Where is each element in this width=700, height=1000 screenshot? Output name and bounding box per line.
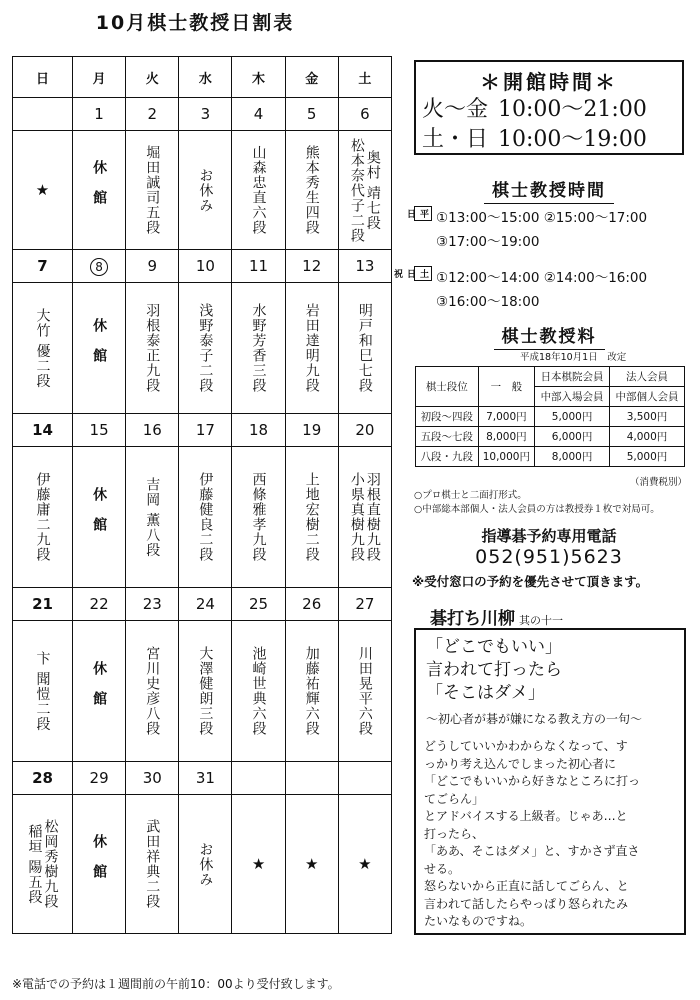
date-cell: 6 [338,98,391,131]
senryu-box [414,628,686,935]
teacher-name: 熊本秀生四段 [303,145,320,235]
weekday-header: 金 [285,57,338,98]
teacher-name: 羽根泰正九段 [144,303,161,393]
schedule-cell [179,621,232,762]
schedule-cell [13,621,73,762]
senryu-body-line: 打ったら、 [424,826,485,841]
teacher-name: 加藤祐輝六段 [303,646,320,736]
schedule-cell [126,131,179,250]
fees-revised-date: 平成18年10月1日 改定 [520,352,627,363]
schedule-cell [338,795,391,934]
date-cell: 1 [73,98,126,131]
date-cell: 17 [179,414,232,447]
teacher-name: 大澤健朗三段 [197,646,214,736]
senryu-body-line: とアドバイスする上級者。じゃあ…と [424,809,628,823]
date-cell: 28 [13,762,73,795]
weekday-header: 月 [73,57,126,98]
senryu-subtitle: ～初心者が碁が嫌になる教え方の一句～ [426,712,643,726]
phone-label: 指導碁予約専用電話 [481,527,617,545]
date-cell [285,762,338,795]
schedule-cell [179,283,232,414]
star-icon: ★ [304,855,319,873]
teacher-name: 稲垣 陽五段 [26,823,43,905]
teacher-name: 川田晃平六段 [356,646,373,736]
closed-label: 休館 [91,834,108,894]
weekday-header: 土 [338,57,391,98]
calendar-footnote: ※電話での予約は１週間前の午前10：00より受付致します。 [12,977,340,991]
schedule-cell [338,283,391,414]
date-cell: 26 [285,588,338,621]
teacher-name: 堀田誠司五段 [144,145,161,235]
date-cell: 7 [13,250,73,283]
senryu-body-line: 「ああ、そこはダメ」と、すかさず直さ [424,844,640,858]
hours-row-weekday: 火～金 10:00～21:00 [422,97,647,122]
fee-note: ○中部総本部個人・法人会員の方は教授券１枚で対局可。 [414,504,660,515]
teacher-name: 宮川史彦八段 [144,646,161,736]
date-cell: 23 [126,588,179,621]
fee-row: 八段・九段 10,000円 8,000円 5,000円 [416,447,685,467]
teacher-name: 羽根直樹九段 [364,472,381,562]
schedule-cell [338,447,391,588]
schedule-cell [13,131,73,250]
fee-row: 五段～七段 8,000円 6,000円 4,000円 [416,427,685,447]
teacher-name: 浅野泰子二段 [197,303,214,393]
schedule-cell [285,283,338,414]
date-cell: 4 [232,98,285,131]
date-cell: 5 [285,98,338,131]
senryu-poem: 「どこでもいい」 言われて打ったら 「そこはダメ」 [426,637,562,703]
hours-row-weekend: 土・日 10:00～19:00 [422,127,647,152]
date-cell: 12 [285,250,338,283]
date-cell: 3 [179,98,232,131]
schedule-cell [73,447,126,588]
senryu-body-line: せる。 [424,861,461,876]
teacher-name: お休み [197,167,214,213]
date-cell: 29 [73,762,126,795]
closed-label: 休館 [91,318,108,378]
teacher-name: 大竹 優二段 [34,307,51,389]
schedule-cell [232,283,285,414]
date-cell: 27 [338,588,391,621]
opening-hours-title: ＊開館時間＊ [480,70,618,94]
senryu-title: 碁打ち川柳 其の十一 [430,609,563,629]
senryu-body-line: たいなものですね。 [424,914,533,928]
fees-title: 棋士教授料 [414,322,684,347]
weekday-tag: 平日 [414,206,432,221]
schedule-cell [126,795,179,934]
teacher-name: 武田祥典二段 [144,819,161,909]
teacher-name: 松本奈代子二段 [348,137,365,243]
teacher-name: 明戸和巳七段 [356,303,373,393]
date-cell: 2 [126,98,179,131]
schedule-cell [232,131,285,250]
teacher-name: 水野芳香三段 [250,303,267,393]
page-title: 10月棋士教授日割表 [95,12,295,34]
date-cell: 30 [126,762,179,795]
date-cell: 9 [126,250,179,283]
schedule-cell [126,447,179,588]
date-cell: 8 [73,250,126,283]
date-cell: 10 [179,250,232,283]
senryu-body-line: 言われて話したらやっぱり怒られたみ [424,896,629,911]
date-cell: 21 [13,588,73,621]
tax-note: （消費税別） [630,477,688,488]
date-cell: 11 [232,250,285,283]
teacher-name: お休み [197,841,214,887]
teacher-name: 小県真樹九段 [348,472,365,562]
star-icon: ★ [35,181,50,199]
teacher-name: 岩田達明九段 [303,303,320,393]
weekday-header: 日 [13,57,73,98]
teacher-name: 池崎世典六段 [250,646,267,736]
fee-note: ○プロ棋士と二面打形式。 [414,490,527,501]
date-cell: 15 [73,414,126,447]
schedule-cell [338,621,391,762]
schedule-cell [232,795,285,934]
date-cell [13,98,73,131]
weekend-tag: 土日祝 [414,266,432,281]
senryu-body-line: っかり考え込んでしまった初心者に [424,756,617,771]
teacher-name: 奥村 靖七段 [364,149,381,231]
closed-label: 休館 [91,661,108,721]
senryu-body-line: 怒らないから正直に話してごらん、と [424,879,629,893]
schedule-cell [232,447,285,588]
phone-note: ※受付窓口の予約を優先させて頂きます。 [412,574,649,589]
schedule-cell [285,795,338,934]
date-cell: 25 [232,588,285,621]
schedule-cell [73,283,126,414]
date-cell: 18 [232,414,285,447]
phone-number[interactable]: 052(951)5623 [475,546,623,568]
schedule-cell [179,447,232,588]
star-icon: ★ [358,855,372,873]
date-cell: 20 [338,414,391,447]
date-cell: 24 [179,588,232,621]
schedule-cell [179,131,232,250]
date-cell [338,762,391,795]
closed-label: 休館 [91,160,108,220]
date-cell [232,762,285,795]
senryu-body-line: 「どこでもいいから好きなところに打っ [424,774,641,788]
weekday-header: 木 [232,57,285,98]
fee-row: 初段～四段 7,000円 5,000円 3,500円 [416,407,685,427]
date-cell: 31 [179,762,232,795]
schedule-cell [232,621,285,762]
star-icon: ★ [251,855,266,873]
schedule-cell [126,621,179,762]
schedule-cell [73,795,126,934]
schedule-cell [338,131,391,250]
date-cell: 19 [285,414,338,447]
opening-hours-box [414,60,684,155]
date-cell: 22 [73,588,126,621]
schedule-cell [73,621,126,762]
senryu-body [424,738,682,931]
lesson-times-title: 棋士教授時間 [414,176,684,201]
teacher-name: 伊藤庸二九段 [34,472,51,562]
teacher-name: 卞 聞愷二段 [34,650,51,732]
fee-table: 棋士段位 一 般 日本棋院会員 法人会員 中部入場会員 中部個人会員 初段～四段 7,000円 5,000円 3,500円 五段～七段 8,000円 6,000円 4,000円 八段・九段 10,000円 8,000円 5,000円 [415,366,685,467]
teacher-name: 上地宏樹二段 [303,472,320,562]
date-cell: 14 [13,414,73,447]
teacher-name: 吉岡 薫八段 [144,476,161,558]
teacher-name: 松岡秀樹九段 [42,819,59,909]
teacher-name: 山森忠直六段 [250,145,267,235]
closed-label: 休館 [91,487,108,547]
schedule-cell [13,447,73,588]
date-cell: 13 [338,250,391,283]
senryu-body-line: どうしていいかわからなくなって、す [424,739,628,753]
date-cell: 16 [126,414,179,447]
schedule-cell [285,447,338,588]
schedule-cell [179,795,232,934]
schedule-cell [126,283,179,414]
weekday-header: 水 [179,57,232,98]
schedule-cell [73,131,126,250]
calendar-table [12,56,392,934]
teacher-name: 西條雅孝九段 [250,472,267,562]
schedule-cell [13,795,73,934]
senryu-body-line: てごらん」 [424,791,485,806]
schedule-cell [285,131,338,250]
schedule-cell [13,283,73,414]
weekday-header: 火 [126,57,179,98]
teacher-name: 伊藤健良二段 [197,472,214,562]
schedule-cell [285,621,338,762]
